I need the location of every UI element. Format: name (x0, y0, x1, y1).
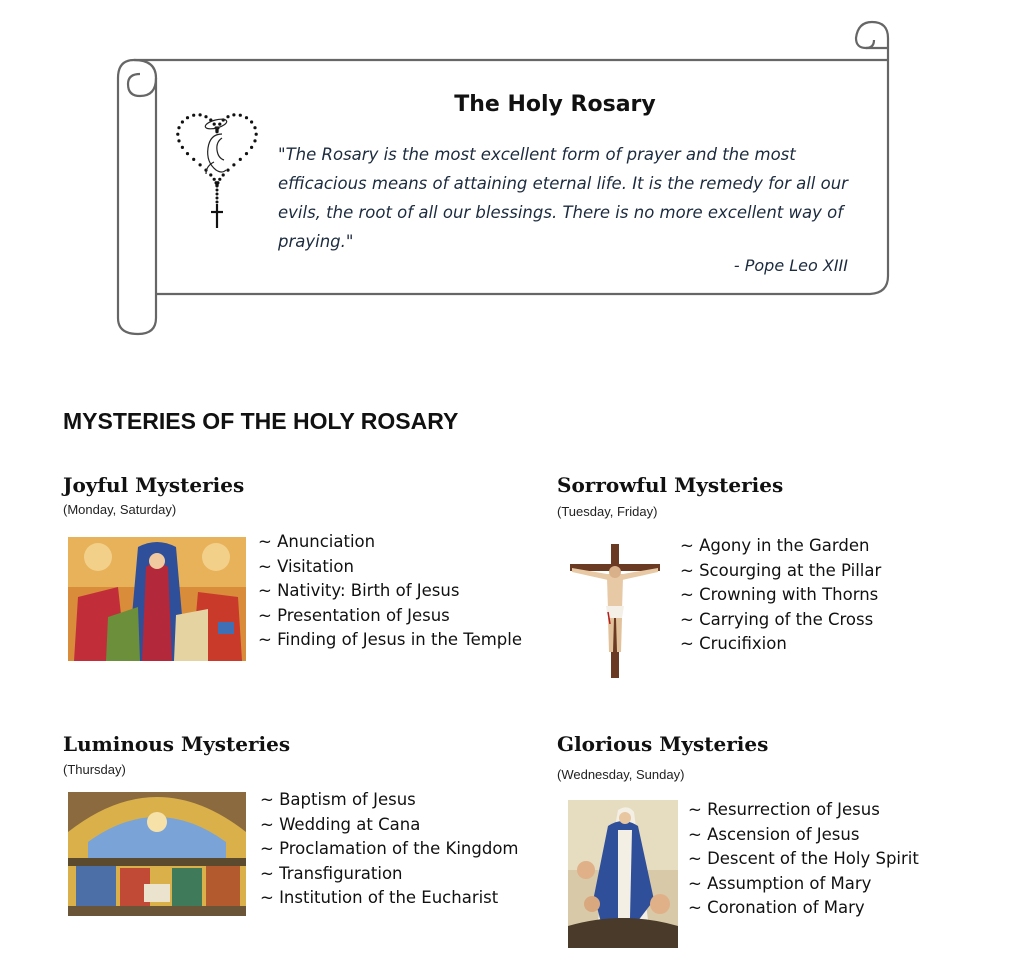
quote-line: evils, the root of all our blessings. There is no more excellent way of (278, 203, 844, 222)
list-item: ~ Descent of the Holy Spirit (688, 849, 919, 868)
joyful-days: (Monday, Saturday) (63, 502, 177, 517)
list-item: ~ Resurrection of Jesus (688, 800, 880, 819)
list-item: ~ Ascension of Jesus (688, 824, 860, 844)
sorrowful-days: (Tuesday, Friday) (557, 504, 658, 519)
list-item: ~ Institution of the Eucharist (260, 888, 499, 907)
quote-attribution: - Pope Leo XIII (733, 256, 848, 275)
rosary-heart-icon (170, 104, 266, 234)
sorrowful-title: Sorrowful Mysteries (557, 473, 784, 497)
joyful-image (68, 537, 246, 661)
joyful-list (258, 530, 522, 653)
list-item: ~ Baptism of Jesus (260, 790, 416, 809)
list-item: ~ Coronation of Mary (688, 898, 865, 917)
list-item: ~ Visitation (258, 556, 354, 576)
list-item: ~ Presentation of Jesus (258, 605, 450, 625)
sorrowful-image (562, 540, 668, 680)
glorious-list (688, 798, 919, 921)
quote-line: efficacious means of attaining eternal life. It is the remedy for all our (278, 174, 848, 193)
list-item: ~ Crowning with Thorns (680, 585, 879, 604)
list-item: ~ Nativity: Birth of Jesus (258, 581, 460, 600)
glorious-days: (Wednesday, Sunday) (557, 767, 685, 782)
banner-quote (278, 140, 878, 256)
luminous-title: Luminous Mysteries (63, 732, 291, 756)
glorious-title: Glorious Mysteries (557, 732, 769, 756)
quote-line: "The Rosary is the most excellent form of prayer and the most (278, 145, 796, 164)
list-item: ~ Proclamation of the Kingdom (260, 839, 519, 858)
glorious-image (568, 800, 678, 948)
list-item: ~ Transfiguration (260, 863, 403, 883)
luminous-list (260, 788, 519, 911)
luminous-image (68, 792, 246, 916)
sorrowful-list (680, 534, 881, 657)
banner-title: The Holy Rosary (454, 92, 656, 117)
list-item: ~ Scourging at the Pillar (680, 560, 882, 580)
list-item: ~ Finding of Jesus in the Temple (258, 630, 523, 649)
list-item: ~ Agony in the Garden (680, 536, 870, 555)
luminous-days: (Thursday) (63, 762, 126, 777)
list-item: ~ Crucifixion (680, 634, 787, 653)
section-heading: MYSTERIES OF THE HOLY ROSARY (63, 408, 459, 434)
quote-line: praying." (278, 232, 354, 251)
list-item: ~ Assumption of Mary (688, 873, 872, 893)
list-item: ~ Carrying of the Cross (680, 609, 874, 629)
joyful-title: Joyful Mysteries (63, 473, 245, 497)
list-item: ~ Wedding at Cana (260, 814, 421, 834)
list-item: ~ Anunciation (258, 532, 376, 551)
